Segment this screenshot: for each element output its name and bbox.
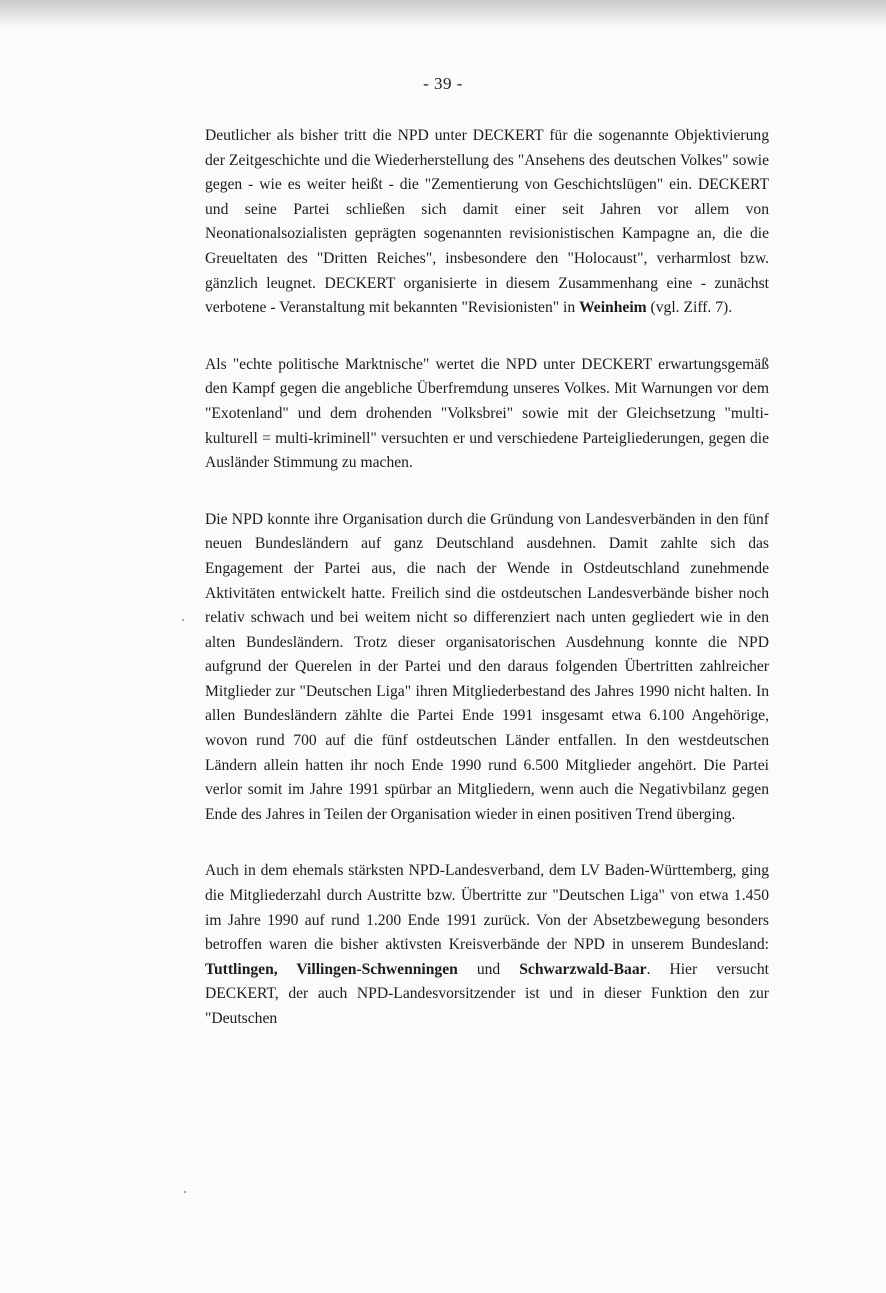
paragraph-text: Auch in dem ehemals stärksten NPD-Landesverband, dem LV Baden-Württemberg, ging die Mitgliederzahl durch Austritte bzw. Übertritte zur "Deutschen Liga" von etwa 1.450 im Jahre 1990 auf rund 1.200 Ende 1991 zurück. Von der Absetzbewegung besonders betroffen waren die bisher aktivsten Kreisverbände der NPD in unserem Bundesland: xyxy=(205,862,769,954)
paragraph-text: . Hier versucht DECKERT, der auch NPD-Landesvorsitzender ist und in dieser Funktion den zur "Deutschen xyxy=(205,960,769,1027)
place-name-tuttlingen-villingen: Tuttlingen, Villingen-Schwenningen xyxy=(205,960,458,978)
paragraph-3 xyxy=(205,508,769,828)
paragraph-text: und xyxy=(457,960,520,978)
document-body xyxy=(205,124,769,1032)
place-name-weinheim: Weinheim xyxy=(579,299,647,317)
paragraph-text: Als "echte politische Marktnische" wertet die NPD unter DECKERT erwartungsgemäß den Kampf gegen die angebliche Überfremdung unseres Volkes. Mit Warnungen vor dem "Exotenland" und dem drohenden "Volksbrei" sowie mit der Gleichsetzung "multi-kulturell = multi-kriminell" versuchten er und verschiedene Parteigliederungen, gegen die Ausländer Stimmung zu machen. xyxy=(205,355,769,472)
paragraph-text: Die NPD konnte ihre Organisation durch die Gründung von Landesverbänden in den fünf neuen Bundesländern auf ganz Deutschland ausdehnen. Damit zahlte sich das Engagement der Partei aus, die nach der Wende in Ostdeutschland zunehmende Aktivitäten entwickelt hatte. Freilich sind die ostdeutschen Landesverbände bisher noch relativ schwach und bei weitem nicht so differenziert nach unten gegliedert wie in den alten Bundesländern. Trotz dieser organisatorischen Ausdehnung konnte die NPD aufgrund der Querelen in der Partei und den daraus folgenden Übertritten zahlreicher Mitglieder zur "Deutschen Liga" ihren Mitgliederbestand des Jahres 1990 nicht halten. In allen Bundesländern zählte die Partei Ende 1991 insgesamt etwa 6.100 Angehörige, wovon rund 700 auf die fünf ostdeutschen Länder entfallen. In den westdeutschen Ländern allein hatten ihr noch Ende 1990 rund 6.500 Mitglieder angehört. Die Partei verlor somit im Jahre 1991 spürbar an Mitgliedern, wenn auch die Negativbilanz gegen Ende des Jahres in Teilen der Organisation wieder in einen positiven Trend überging. xyxy=(205,510,769,823)
scan-top-shadow xyxy=(0,0,886,30)
page-number: - 39 - xyxy=(423,74,463,93)
scan-speck xyxy=(184,1191,186,1193)
paragraph-text: Deutlicher als bisher tritt die NPD unter DECKERT für die sogenannte Objektivierung der Zeitgeschichte und die Wiederherstellung des "Ansehens des deutschen Volkes" sowie gegen - wie es weiter heißt - die "Zementierung von Geschichtslügen" ein. DECKERT und seine Partei schließen sich damit einer seit Jahren vor allem von Neonationalsozialisten geprägten sogenannten revisionistischen Kampagne an, die die Greueltaten des "Dritten Reiches", insbesondere den "Holocaust", verharmlost bzw. gänzlich leugnet. DECKERT organisierte in diesem Zusammenhang eine - zunächst verbotene - Veranstaltung mit bekannten "Revisionisten" in xyxy=(205,127,769,317)
paragraph-2 xyxy=(205,353,769,476)
place-name-schwarzwald-baar: Schwarzwald-Baar xyxy=(519,960,647,978)
paragraph-text: (vgl. Ziff. 7). xyxy=(646,299,733,317)
paragraph-1 xyxy=(205,124,769,321)
scan-speck xyxy=(182,619,184,621)
paragraph-4 xyxy=(205,859,769,1031)
